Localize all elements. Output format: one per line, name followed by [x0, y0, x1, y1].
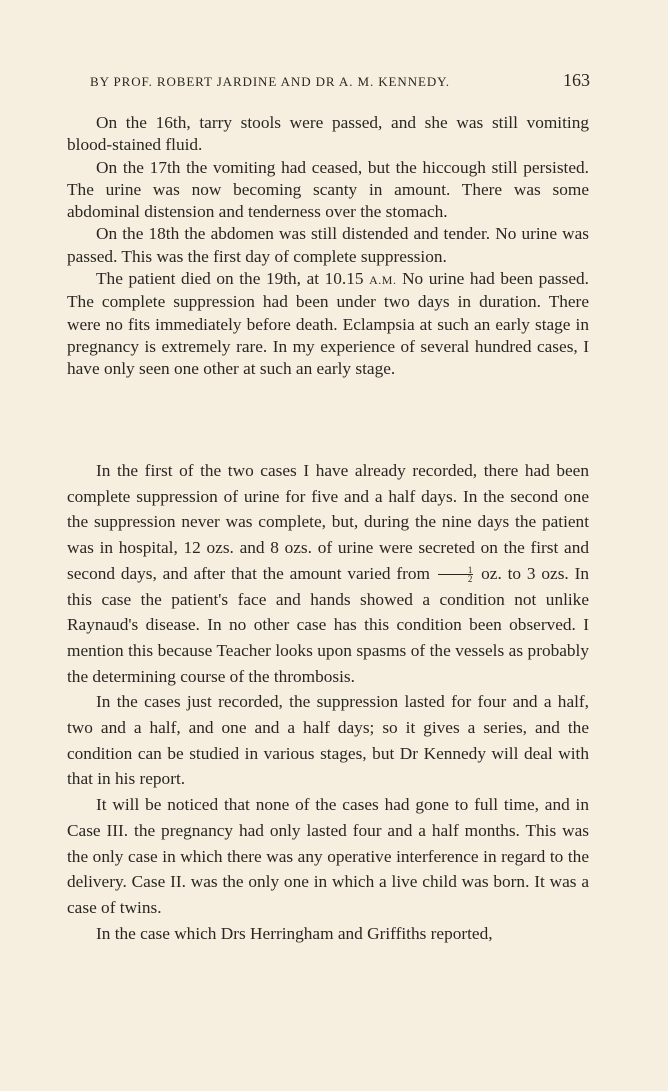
paragraph: On the 16th, tarry stools were passed, and she was still vomiting blood-stained fluid. — [67, 113, 589, 155]
paragraph — [67, 458, 589, 689]
paragraph — [67, 268, 589, 380]
discussion-section — [67, 458, 589, 946]
case-notes-section — [67, 112, 589, 381]
running-header — [90, 70, 590, 91]
paragraph-text: In the first of the two cases I have already recorded, there had been complete suppression of urine for five and a half days. In the second one the suppression never was complete, but, during the nine days the patient was in hospital, 12 ozs. and 8 ozs. of urine were secreted on the first and second days, and after that the amount varied from — [67, 461, 589, 583]
paragraph-text: oz. to 3 ozs. In this case the patient's face and hands showed a condition not unlike Raynaud's disease. In no other case has this condition been observed. I mention this because Teacher looks upon spasms of the vessels as probably the determining course of the thrombosis. — [67, 563, 589, 686]
paragraph-text: No urine had been passed. The complete suppression had been under two days in duration. There were no fits immediately before death. Eclampsia at such an early stage in pregnancy is extremely rare. In my experience of several hundred cases, I have only seen one other at such an early stage. — [67, 269, 589, 379]
fraction-numerator: 1 — [438, 566, 474, 575]
paragraph: On the 18th the abdomen was still distended and tender. No urine was passed. This was the first day of complete suppression. — [67, 224, 589, 266]
paragraph-text: The patient died on the 19th, at 10.15 — [96, 269, 364, 289]
running-title: BY PROF. ROBERT JARDINE AND DR A. M. KENNEDY. — [90, 74, 450, 89]
paragraph: In the cases just recorded, the suppression lasted for four and a half, two and a half, and one and a half days; so it gives a series, and the condition can be studied in various stages, but Dr Kennedy will deal with that in his report. — [67, 692, 589, 789]
fraction-half — [438, 566, 474, 583]
paragraph: It will be noticed that none of the cases had gone to full time, and in Case III. the pregnancy had only lasted four and a half months. This was the only case in which there was any operative interference in regard to the delivery. Case II. was the only one in which a live child was born. It was a case of twins. — [67, 795, 589, 917]
paragraph: In the case which Drs Herringham and Griffiths reported, — [96, 923, 493, 943]
fraction-denominator: 2 — [467, 574, 473, 585]
time-abbreviation: A.M. — [369, 273, 397, 288]
paragraph: On the 17th the vomiting had ceased, but the hiccough still persisted. The urine was now becoming scanty in amount. There was some abdominal distension and tenderness over the stomach. — [67, 157, 589, 222]
page-number: 163 — [563, 70, 590, 90]
